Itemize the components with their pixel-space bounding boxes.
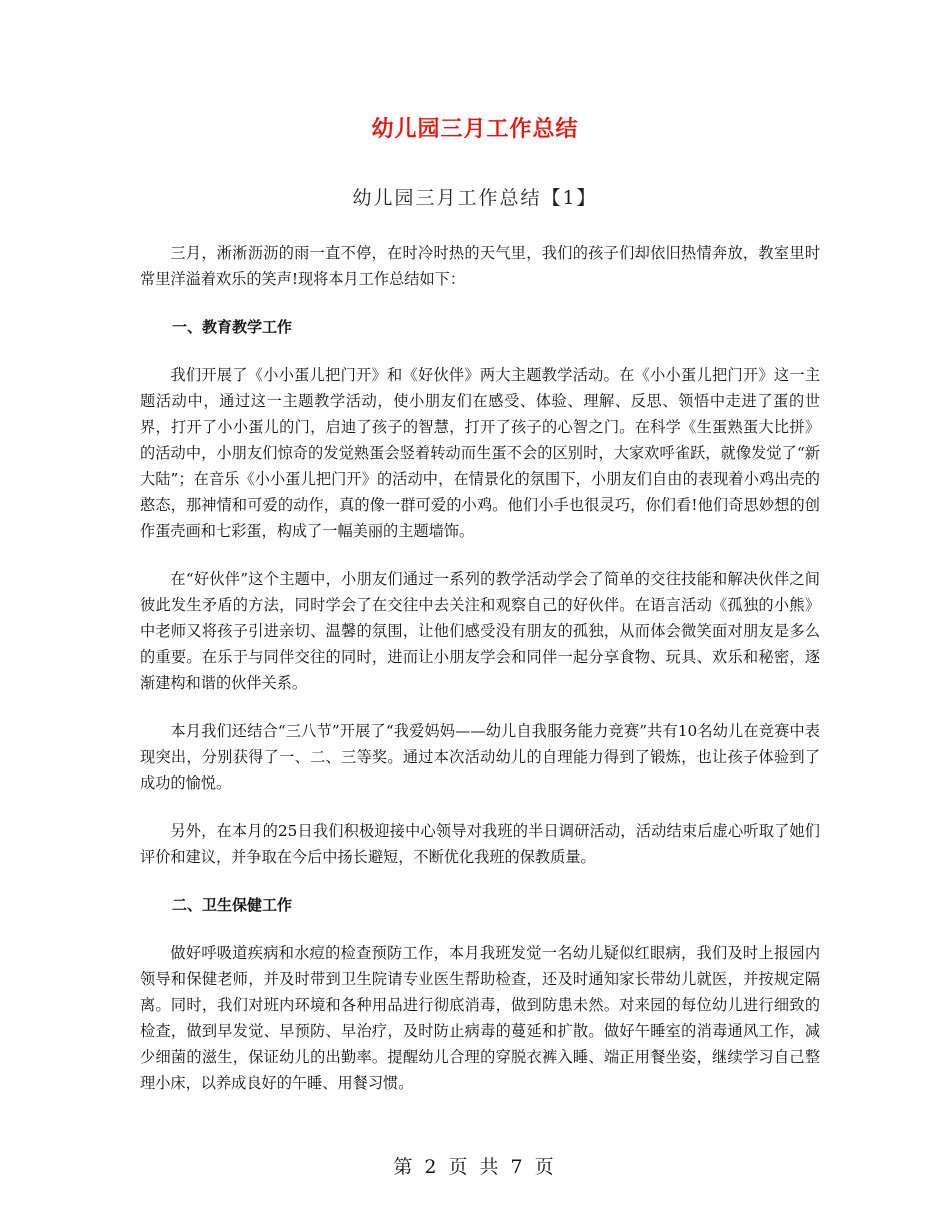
document-body	[140, 240, 820, 1118]
document-title: 幼儿园三月工作总结	[371, 117, 579, 142]
paragraph: 在“好伙伴”这个主题中，小朋友们通过一系列的教学活动学会了简单的交往技能和解决伙伴之间彼此发生矛盾的方法，同时学会了在交往中去关注和观察自己的好伙伴。在语言活动《孤独的小熊》中老师又将孩子引进亲切、温馨的氛围，让他们感受没有朋友的孤独，从而体会微笑面对朋友是多么的重要。在乐于与同伴交往的同时，进而让小朋友学会和同伴一起分享食物、玩具、欢乐和秘密，逐渐建构和谐的伙伴关系。	[140, 570, 820, 692]
paragraph: 我们开展了《小小蛋儿把门开》和《好伙伴》两大主题教学活动。在《小小蛋儿把门开》这一主题活动中，通过这一主题教学活动，使小朋友们在感受、体验、理解、反思、领悟中走进了蛋的世界，打开了小小蛋儿的门，启迪了孩子的智慧，打开了孩子的心智之门。在科学《生蛋熟蛋大比拼》的活动中，小朋友们惊奇的发觉熟蛋会竖着转动而生蛋不会的区别时，大家欢呼雀跃，就像发觉了“新大陆”；在音乐《小小蛋儿把门开》的活动中，在情景化的氛围下，小朋友们自由的表现着小鸡出壳的憨态，那神情和可爱的动作，真的像一群可爱的小鸡。他们小手也很灵巧，你们看!他们奇思妙想的创作蛋壳画和七彩蛋，构成了一幅美丽的主题墙饰。	[140, 366, 820, 540]
document-subtitle: 幼儿园三月工作总结【1】	[352, 187, 598, 209]
paragraph: 另外，在本月的25日我们积极迎接中心领导对我班的半日调研活动，活动结束后虚心听取了她们评价和建议，并争取在今后中扬长避短，不断优化我班的保教质量。	[140, 822, 820, 866]
intro-paragraph: 三月，淅淅沥沥的雨一直不停，在时冷时热的天气里，我们的孩子们却依旧热情奔放，教室里时常里洋溢着欢乐的笑声!现将本月工作总结如下：	[140, 244, 820, 288]
paragraph: 做好呼吸道疾病和水痘的检查预防工作，本月我班发觉一名幼儿疑似红眼病，我们及时上报园内领导和保健老师，并及时带到卫生院请专业医生帮助检查，还及时通知家长带幼儿就医，并按规定隔离。同时，我们对班内环境和各种用品进行彻底消毒，做到防患未然。对来园的每位幼儿进行细致的检查，做到早发觉、早预防、早治疗，及时防止病毒的蔓延和扩散。做好午睡室的消毒通风工作，减少细菌的滋生，保证幼儿的出勤率。提醒幼儿合理的穿脱衣裤入睡、端正用餐坐姿，继续学习自己整理小床，以养成良好的午睡、用餐习惯。	[140, 944, 820, 1092]
section-heading-teaching: 一、教育教学工作	[172, 318, 293, 336]
page-number-footer: 第 2 页 共 7 页	[393, 1156, 557, 1178]
paragraph: 本月我们还结合“三八节”开展了“我爱妈妈——幼儿自我服务能力竞赛”共有10名幼儿在竞赛中表现突出，分别获得了一、二、三等奖。通过本次活动幼儿的自理能力得到了锻炼，也让孩子体验到了成功的愉悦。	[140, 722, 820, 792]
section-heading-health: 二、卫生保健工作	[172, 896, 293, 914]
